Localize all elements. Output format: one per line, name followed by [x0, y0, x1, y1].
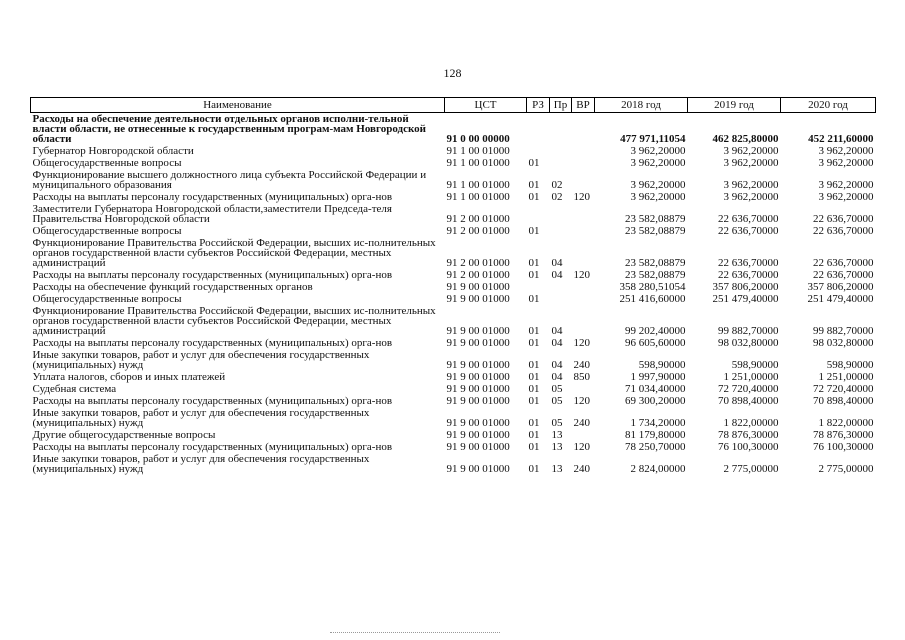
- cell-2020: 99 882,70000: [813, 325, 874, 337]
- cell-2018: 23 582,08879: [625, 269, 686, 281]
- cell-2018: 23 582,08879: [625, 225, 686, 237]
- cell-2019: 3 962,20000: [723, 179, 779, 191]
- cell-2018: 96 605,60000: [625, 337, 686, 349]
- cell-2018: 3 962,20000: [630, 179, 686, 191]
- cell-pr: 05: [551, 417, 563, 429]
- cell-2020: 76 100,30000: [813, 441, 874, 453]
- cell-vr: [572, 305, 595, 337]
- cell-2019: 1 251,00000: [723, 371, 779, 383]
- cell-rz: 01: [528, 191, 540, 203]
- cell-2018: 3 962,20000: [630, 191, 686, 203]
- cell-2019: 3 962,20000: [723, 191, 779, 203]
- cell-cst: 91 2 00 01000: [446, 269, 510, 281]
- cell-vr: 240: [573, 417, 590, 429]
- cell-rz: 01: [528, 257, 540, 269]
- cell-2019: 22 636,70000: [718, 213, 779, 225]
- cell-pr: 02: [551, 191, 563, 203]
- cell-vr: [572, 281, 595, 293]
- cell-name: Общегосударственные вопросы: [32, 293, 182, 305]
- table-row: [31, 203, 876, 225]
- cell-2020: 357 806,20000: [807, 281, 874, 293]
- cell-vr: [572, 237, 595, 269]
- cell-2019: 3 962,20000: [723, 157, 779, 169]
- cell-pr: [550, 281, 572, 293]
- cell-pr: 02: [551, 179, 563, 191]
- cell-pr: [550, 145, 572, 157]
- cell-rz: [527, 113, 550, 146]
- cell-cst: 91 9 00 01000: [446, 417, 510, 429]
- cell-2018: 598,90000: [638, 359, 686, 371]
- cell-vr: 120: [573, 395, 590, 407]
- cell-2020: 78 876,30000: [813, 429, 874, 441]
- cell-pr: [550, 203, 572, 225]
- cell-name: Заместители Губернатора Новгородской области,заместители Председа-теля Правительства Новгородской области: [32, 203, 392, 225]
- cell-2020: 3 962,20000: [818, 145, 874, 157]
- cell-cst: 91 2 00 01000: [446, 257, 510, 269]
- cell-rz: 01: [528, 383, 540, 395]
- cell-cst: 91 9 00 01000: [446, 371, 510, 383]
- cell-2019: 22 636,70000: [718, 257, 779, 269]
- cell-2020: 3 962,20000: [818, 157, 874, 169]
- table-row: [31, 281, 876, 293]
- header-cst: ЦСТ: [445, 98, 527, 113]
- header-rz: РЗ: [527, 98, 550, 113]
- cell-2019: 1 822,00000: [723, 417, 779, 429]
- cell-2020: 1 822,00000: [818, 417, 874, 429]
- table-row: [31, 429, 876, 441]
- cell-rz: [527, 203, 550, 225]
- cell-name: Расходы на обеспечение функций государственных органов: [32, 281, 313, 293]
- table-row: [31, 337, 876, 349]
- cell-rz: 01: [528, 441, 540, 453]
- cell-2019: 22 636,70000: [718, 269, 779, 281]
- cell-rz: 01: [528, 179, 540, 191]
- cell-2020: 598,90000: [826, 359, 874, 371]
- cell-name: Другие общегосударственные вопросы: [32, 429, 216, 441]
- cell-2019: 22 636,70000: [718, 225, 779, 237]
- cell-2019: 251 479,40000: [712, 293, 779, 305]
- cell-rz: 01: [528, 225, 540, 237]
- cell-vr: [572, 157, 595, 169]
- cell-pr: 13: [551, 429, 563, 441]
- cell-name: Иные закупки товаров, работ и услуг для обеспечения государственных (муниципальных) нужд: [32, 349, 370, 371]
- cell-2018: 1 734,20000: [630, 417, 686, 429]
- table-row: [31, 349, 876, 371]
- cell-pr: 13: [551, 463, 563, 475]
- table-row: [31, 113, 876, 146]
- cell-rz: [527, 145, 550, 157]
- cell-vr: [572, 383, 595, 395]
- cell-2018: 78 250,70000: [625, 441, 686, 453]
- cell-name: Расходы на выплаты персоналу государственных (муниципальных) орга-нов: [32, 337, 393, 349]
- cell-rz: 01: [528, 157, 540, 169]
- cell-2020: 98 032,80000: [813, 337, 874, 349]
- header-2020: 2020 год: [781, 98, 876, 113]
- cell-pr: [550, 157, 572, 169]
- cell-rz: 01: [528, 325, 540, 337]
- cell-name: Судебная система: [32, 383, 117, 395]
- header-row: [31, 98, 876, 113]
- cell-name: Общегосударственные вопросы: [32, 225, 182, 237]
- cell-rz: 01: [528, 395, 540, 407]
- cell-cst: 91 9 00 01000: [446, 441, 510, 453]
- cell-2018: 71 034,40000: [625, 383, 686, 395]
- cell-cst: 91 1 00 01000: [446, 179, 510, 191]
- cell-cst: 91 1 00 01000: [446, 191, 510, 203]
- cell-cst: 91 1 00 01000: [446, 157, 510, 169]
- cell-cst: 91 2 00 01000: [446, 225, 510, 237]
- cell-vr: 120: [573, 191, 590, 203]
- cell-vr: [572, 113, 595, 146]
- cell-2018: 99 202,40000: [625, 325, 686, 337]
- cell-2018: 3 962,20000: [630, 157, 686, 169]
- cell-cst: 91 2 00 01000: [446, 213, 510, 225]
- cell-name: Иные закупки товаров, работ и услуг для обеспечения государственных (муниципальных) нужд: [32, 453, 370, 475]
- cell-2019: 3 962,20000: [723, 145, 779, 157]
- cell-2018: 477 971,11054: [620, 133, 686, 145]
- header-name: Наименование: [31, 98, 445, 113]
- cell-2020: 22 636,70000: [813, 269, 874, 281]
- cell-2020: 70 898,40000: [813, 395, 874, 407]
- cell-2019: 70 898,40000: [718, 395, 779, 407]
- cell-vr: 120: [573, 337, 590, 349]
- cell-2018: 69 300,20000: [625, 395, 686, 407]
- cell-2018: 251 416,60000: [619, 293, 686, 305]
- cell-cst: 91 9 00 01000: [446, 395, 510, 407]
- table-row: [31, 453, 876, 475]
- cell-pr: 04: [551, 257, 563, 269]
- cell-cst: 91 9 00 01000: [446, 383, 510, 395]
- budget-table: [30, 97, 876, 475]
- cell-2018: 3 962,20000: [630, 145, 686, 157]
- table-row: [31, 395, 876, 407]
- cell-2020: 22 636,70000: [813, 213, 874, 225]
- cell-name: Расходы на выплаты персоналу государственных (муниципальных) орга-нов: [32, 441, 393, 453]
- cell-name: Расходы на выплаты персоналу государственных (муниципальных) орга-нов: [32, 269, 393, 281]
- cell-pr: 04: [551, 337, 563, 349]
- cell-cst: 91 9 00 01000: [446, 429, 510, 441]
- cell-2020: 22 636,70000: [813, 257, 874, 269]
- cell-cst: 91 9 00 01000: [446, 337, 510, 349]
- cell-2019: 357 806,20000: [712, 281, 779, 293]
- cell-pr: 05: [551, 383, 563, 395]
- table-row: [31, 407, 876, 429]
- cell-2018: 1 997,90000: [630, 371, 686, 383]
- cell-cst: 91 9 00 01000: [446, 281, 510, 293]
- table-row: [31, 269, 876, 281]
- cell-vr: 120: [573, 269, 590, 281]
- table-row: [31, 191, 876, 203]
- cell-2020: 1 251,00000: [818, 371, 874, 383]
- cell-2019: 98 032,80000: [718, 337, 779, 349]
- cell-pr: 04: [551, 359, 563, 371]
- cell-name: Функционирование высшего должностного лица субъекта Российской Федерации и муниципального образования: [32, 169, 427, 191]
- cell-vr: [572, 293, 595, 305]
- cell-2020: 22 636,70000: [813, 225, 874, 237]
- header-pr: Пр: [550, 98, 572, 113]
- cell-2020: 72 720,40000: [813, 383, 874, 395]
- cell-rz: 01: [528, 463, 540, 475]
- cell-vr: [572, 145, 595, 157]
- cell-cst: 91 0 00 00000: [446, 133, 510, 145]
- cell-2019: 462 825,80000: [712, 133, 779, 145]
- cell-2018: 2 824,00000: [630, 463, 686, 475]
- cell-cst: 91 9 00 01000: [446, 463, 510, 475]
- cell-vr: [572, 203, 595, 225]
- cell-2018: 23 582,08879: [625, 213, 686, 225]
- cell-rz: [527, 281, 550, 293]
- cell-2019: 598,90000: [731, 359, 779, 371]
- cell-rz: 01: [528, 293, 540, 305]
- cell-pr: [550, 113, 572, 146]
- cell-2020: 452 211,60000: [808, 133, 874, 145]
- cell-cst: 91 9 00 01000: [446, 325, 510, 337]
- header-2018: 2018 год: [595, 98, 688, 113]
- cell-pr: 13: [551, 441, 563, 453]
- cell-name: Функционирование Правительства Российской Федерации, высших ис-полнительных органов государственной власти субъектов Российской Федерации, местных администраций: [32, 305, 436, 337]
- cell-rz: 01: [528, 269, 540, 281]
- cell-name: Иные закупки товаров, работ и услуг для обеспечения государственных (муниципальных) нужд: [32, 407, 370, 429]
- cell-2020: 2 775,00000: [818, 463, 874, 475]
- table-row: [31, 293, 876, 305]
- page-number: 128: [443, 66, 462, 80]
- cell-rz: 01: [528, 371, 540, 383]
- footer-mark: [330, 632, 500, 637]
- table-row: [31, 237, 876, 269]
- cell-name: Общегосударственные вопросы: [32, 157, 182, 169]
- cell-2020: 251 479,40000: [807, 293, 874, 305]
- table-row: [31, 157, 876, 169]
- cell-cst: 91 9 00 01000: [446, 359, 510, 371]
- table-row: [31, 169, 876, 191]
- cell-2018: 358 280,51054: [619, 281, 686, 293]
- cell-vr: [572, 169, 595, 191]
- cell-vr: [572, 225, 595, 237]
- header-2019: 2019 год: [688, 98, 781, 113]
- cell-vr: 240: [573, 359, 590, 371]
- cell-vr: 240: [573, 463, 590, 475]
- cell-name: Расходы на выплаты персоналу государственных (муниципальных) орга-нов: [32, 191, 393, 203]
- table-row: [31, 383, 876, 395]
- cell-2020: 3 962,20000: [818, 191, 874, 203]
- cell-name: Губернатор Новгородской области: [32, 145, 194, 157]
- cell-2019: 72 720,40000: [718, 383, 779, 395]
- cell-rz: 01: [528, 359, 540, 371]
- table-row: [31, 441, 876, 453]
- cell-cst: 91 1 00 01000: [446, 145, 510, 157]
- cell-cst: 91 9 00 01000: [446, 293, 510, 305]
- cell-name: Расходы на обеспечение деятельности отдельных органов исполни-тельной власти области, не отнесенные к государственным програм-мам Новгородской области: [32, 113, 426, 145]
- cell-name: Функционирование Правительства Российской Федерации, высших ис-полнительных органов государственной власти субъектов Российской Федерации, местных администраций: [32, 237, 436, 269]
- cell-2019: 76 100,30000: [718, 441, 779, 453]
- cell-2019: 2 775,00000: [723, 463, 779, 475]
- cell-pr: [550, 225, 572, 237]
- header-vr: ВР: [572, 98, 595, 113]
- cell-2019: 78 876,30000: [718, 429, 779, 441]
- cell-2018: 23 582,08879: [625, 257, 686, 269]
- table-row: [31, 371, 876, 383]
- cell-pr: 04: [551, 371, 563, 383]
- cell-pr: 04: [551, 325, 563, 337]
- cell-rz: 01: [528, 429, 540, 441]
- table-row: [31, 145, 876, 157]
- table-row: [31, 305, 876, 337]
- cell-pr: 04: [551, 269, 563, 281]
- cell-vr: 850: [573, 371, 590, 383]
- cell-pr: [550, 293, 572, 305]
- cell-rz: 01: [528, 337, 540, 349]
- cell-name: Уплата налогов, сборов и иных платежей: [32, 371, 226, 383]
- cell-2019: 99 882,70000: [718, 325, 779, 337]
- cell-vr: 120: [573, 441, 590, 453]
- cell-name: Расходы на выплаты персоналу государственных (муниципальных) орга-нов: [32, 395, 393, 407]
- cell-2020: 3 962,20000: [818, 179, 874, 191]
- table-row: [31, 225, 876, 237]
- cell-pr: 05: [551, 395, 563, 407]
- cell-rz: 01: [528, 417, 540, 429]
- cell-2018: 81 179,80000: [625, 429, 686, 441]
- cell-vr: [572, 429, 595, 441]
